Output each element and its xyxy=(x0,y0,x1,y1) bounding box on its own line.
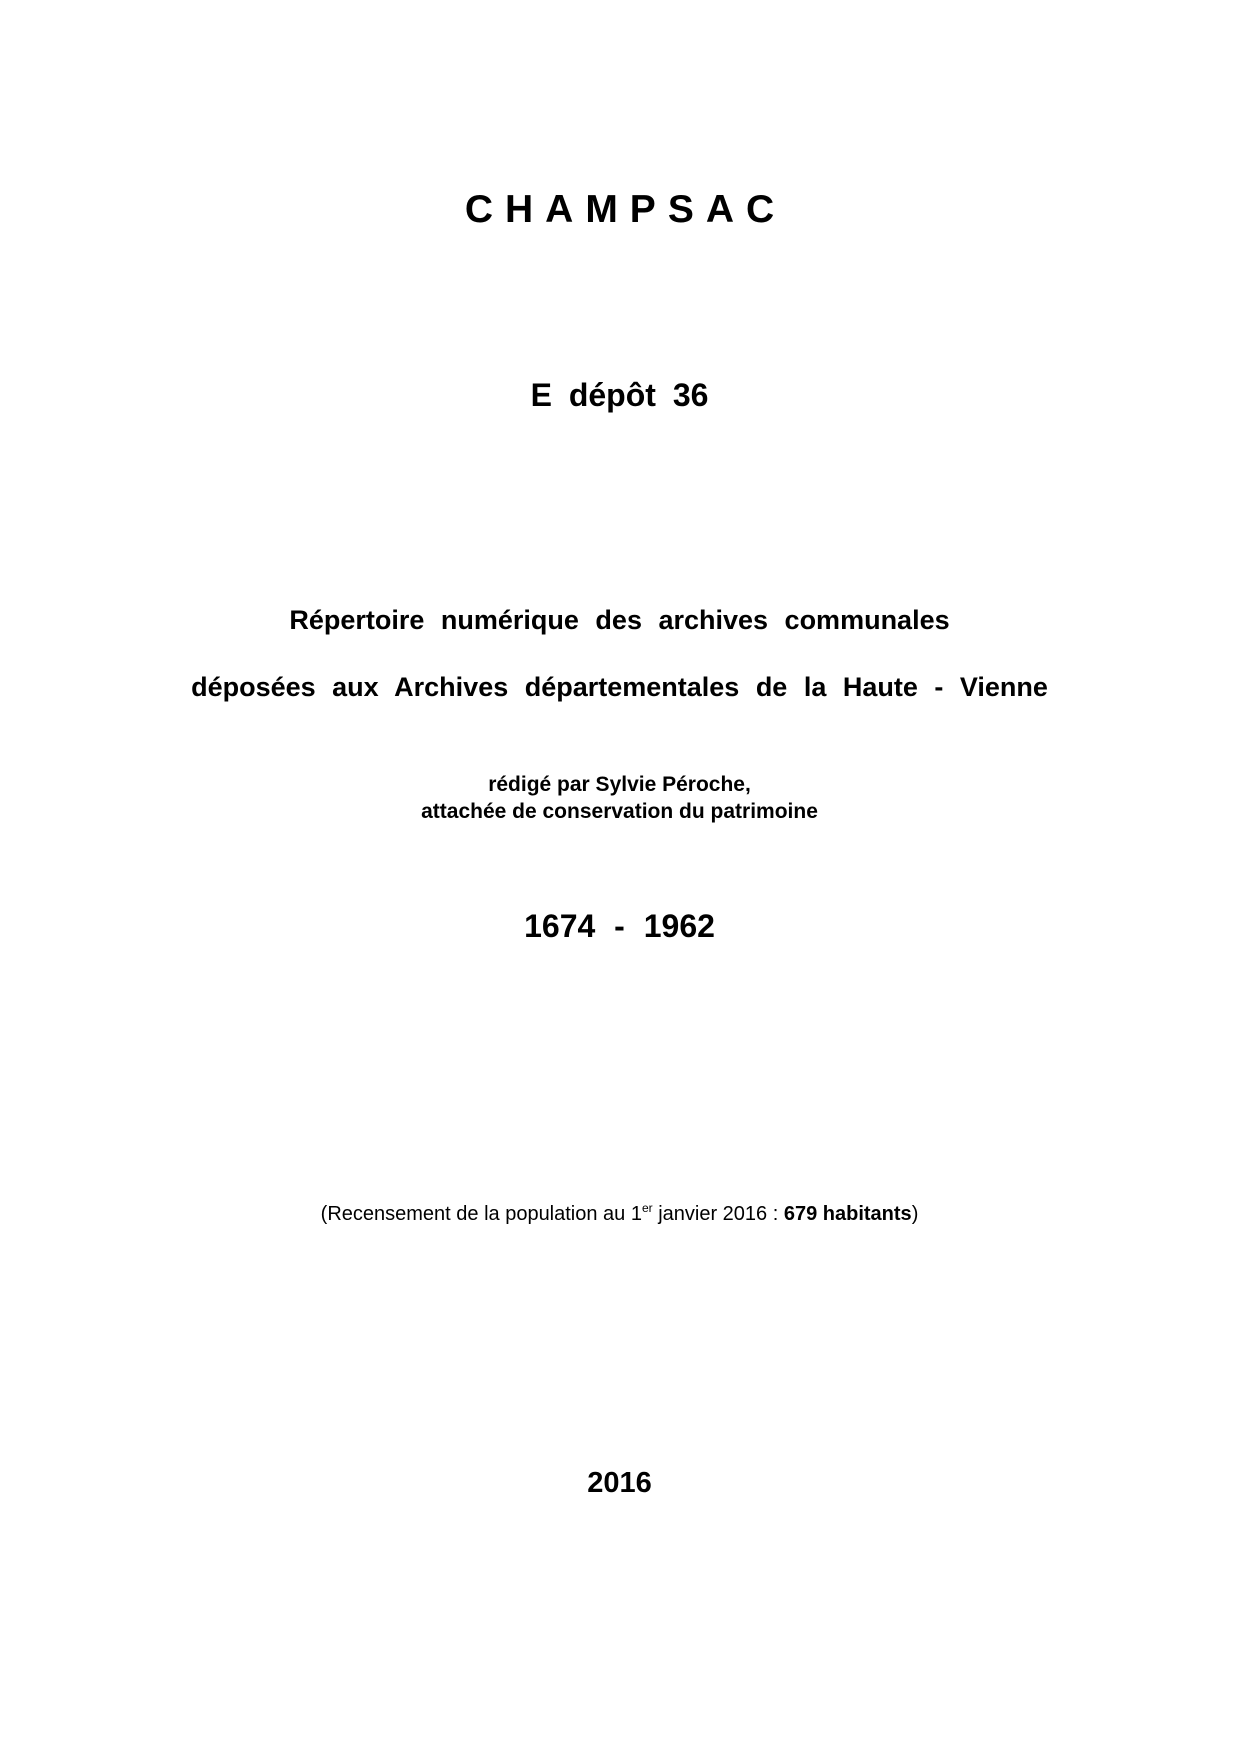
census-prefix: Recensement de la population au 1 xyxy=(327,1203,642,1225)
census-population-count: 679 habitants xyxy=(783,1203,912,1225)
commune-title: CHAMPSAC xyxy=(464,188,787,231)
author-line-2: attachée de conservation du patrimoine xyxy=(421,800,818,823)
publication-year: 2016 xyxy=(587,1467,652,1499)
document-title-line-1: Répertoire numérique des archives communales xyxy=(289,605,950,635)
date-range: 1674 - 1962 xyxy=(524,908,715,944)
archive-reference: E dépôt 36 xyxy=(530,377,709,413)
census-ordinal-superscript: er xyxy=(641,1201,653,1215)
document-title-line-2: déposées aux Archives départementales de la Haute - Vienne xyxy=(191,672,1048,702)
census-open-paren: ( xyxy=(320,1203,328,1225)
census-middle: janvier 2016 : xyxy=(652,1203,784,1225)
census-note xyxy=(0,1203,1239,1226)
census-close-paren: ) xyxy=(911,1203,919,1225)
author-line-1: rédigé par Sylvie Péroche, xyxy=(488,773,751,796)
